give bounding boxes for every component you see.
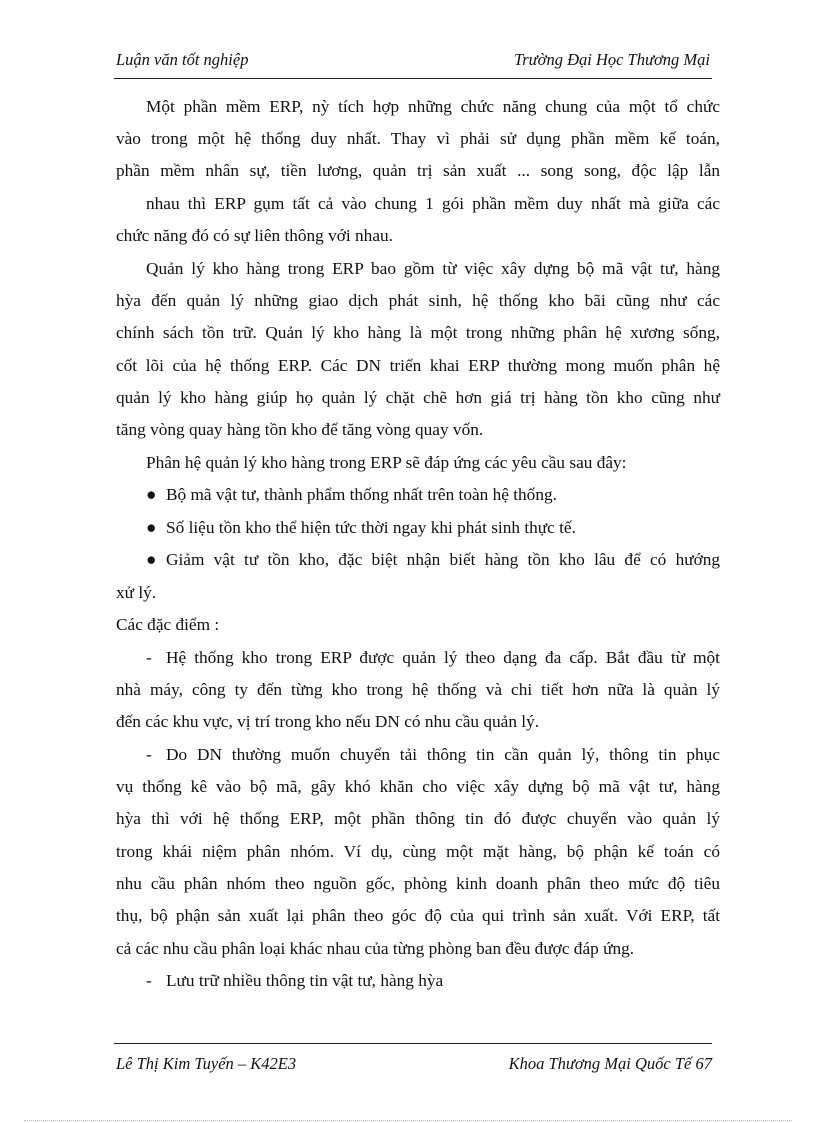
paragraph-2-line: quản lý kho hàng giúp họ quản lý chặt chẽ hơn giá trị hàng tồn kho cũng như [116, 388, 720, 407]
paragraph-2-line: tăng vòng quay hàng tồn kho để tăng vòng quay vốn. [116, 420, 484, 439]
dash-marker: - [146, 745, 152, 764]
dash-marker: - [146, 648, 152, 667]
footer-divider [114, 1043, 712, 1044]
bullet-text-continued: xử lý. [116, 583, 157, 602]
page-number: 67 [695, 1054, 712, 1073]
bullet-item [146, 517, 720, 539]
dash-item [146, 970, 720, 992]
paragraph-1-line: phần mềm nhân sự, tiền lương, quản trị sản xuất ... song song, độc lập lẫn [116, 161, 720, 180]
paragraph-1-line: nhau thì ERP gụm tất cả vào chung 1 gói phần mềm duy nhất mà giữa các [146, 194, 720, 213]
page-header [116, 50, 710, 76]
paragraph-2-line: hỳa đến quản lý những giao dịch phát sinh, hệ thống kho bãi cũng như các [116, 291, 720, 310]
dash-item [146, 744, 720, 766]
dash-item-line: hỳa thì với hệ thống ERP, một phần thông tin đó được chuyển vào quản lý [116, 809, 720, 828]
dash-marker: - [146, 971, 152, 990]
dash-item-line: trong khái niệm phân nhóm. Ví dụ, cùng một mặt hàng, bộ phận kế toán có [116, 842, 720, 861]
dash-item-line: thụ, bộ phận sản xuất lại phân theo góc độ của qui trình sản xuất. Với ERP, tất [116, 906, 720, 925]
footer-left-text: Lê Thị Kim Tuyến – K42E3 [116, 1054, 297, 1073]
dash-item-line: nhu cầu phân nhóm theo nguồn gốc, phòng kinh doanh phân theo mức độ tiêu [116, 874, 720, 893]
bullet-item [146, 549, 720, 571]
dash-text: Do DN thường muốn chuyển tải thông tin cần quản lý, thông tin phục [166, 745, 720, 764]
header-right-text: Trường Đại Học Thương Mại [513, 50, 710, 69]
footer-right-text: Khoa Thương Mại Quốc Tế [508, 1054, 692, 1073]
dash-item-line: đến các khu vực, vị trí trong kho nếu DN có nhu cầu quản lý. [116, 712, 540, 731]
dash-item-line: cả các nhu cầu phân loại khác nhau của từng phòng ban đều được đáp ứng. [116, 939, 635, 958]
features-title: Các đặc điểm : [116, 615, 220, 634]
bullet-text: Bộ mã vật tư, thành phẩm thống nhất trên toàn hệ thống. [166, 485, 557, 504]
header-left-text: Luận văn tốt nghiệp [116, 50, 249, 69]
bullet-marker: ● [146, 518, 157, 537]
paragraph-2-line: cốt lõi của hệ thống ERP. Các DN triển khai ERP thường mong muốn phân hệ [116, 356, 720, 375]
paragraph-3-line: Phân hệ quản lý kho hàng trong ERP sẽ đáp ứng các yêu cầu sau đây: [146, 453, 627, 472]
page-footer [116, 1054, 712, 1080]
dash-text: Hệ thống kho trong ERP được quản lý theo dạng đa cấp. Bắt đầu từ một [166, 648, 720, 667]
paragraph-2-line: chính sách tồn trữ. Quản lý kho hàng là một trong những phân hệ xương sống, [116, 323, 720, 342]
bullet-item [146, 484, 720, 506]
page-break-dotted-line [24, 1120, 792, 1121]
paragraph-2-line: Quản lý kho hàng trong ERP bao gồm từ việc xây dựng bộ mã vật tư, hàng [146, 259, 720, 278]
bullet-text: Giảm vật tư tồn kho, đặc biệt nhận biết hàng tồn kho lâu để có hướng [166, 550, 720, 569]
footer-right-group [509, 1054, 712, 1074]
paragraph-1-line: chức năng đó có sự liên thông với nhau. [116, 226, 393, 245]
bullet-marker: ● [146, 485, 157, 504]
bullet-marker: ● [146, 550, 157, 569]
dash-item [146, 647, 720, 669]
dash-item-line: vụ thống kê vào bộ mã, gây khó khăn cho việc xây dựng bộ mã vật tư, hàng [116, 777, 720, 796]
paragraph-1-line: Một phần mềm ERP, nỳ tích hợp những chức năng chung của một tổ chức [146, 97, 720, 116]
header-divider [114, 78, 712, 79]
bullet-text: Số liệu tồn kho thể hiện tức thời ngay khi phát sinh thực tế. [166, 518, 576, 537]
dash-item-line: nhà máy, công ty đến từng kho trong hệ thống và chi tiết hơn nữa là quản lý [116, 680, 720, 699]
paragraph-1-line: vào trong một hệ thống duy nhất. Thay vì phải sử dụng phần mềm kế toán, [116, 129, 720, 148]
dash-text: Lưu trữ nhiều thông tin vật tư, hàng hỳa [166, 971, 444, 990]
